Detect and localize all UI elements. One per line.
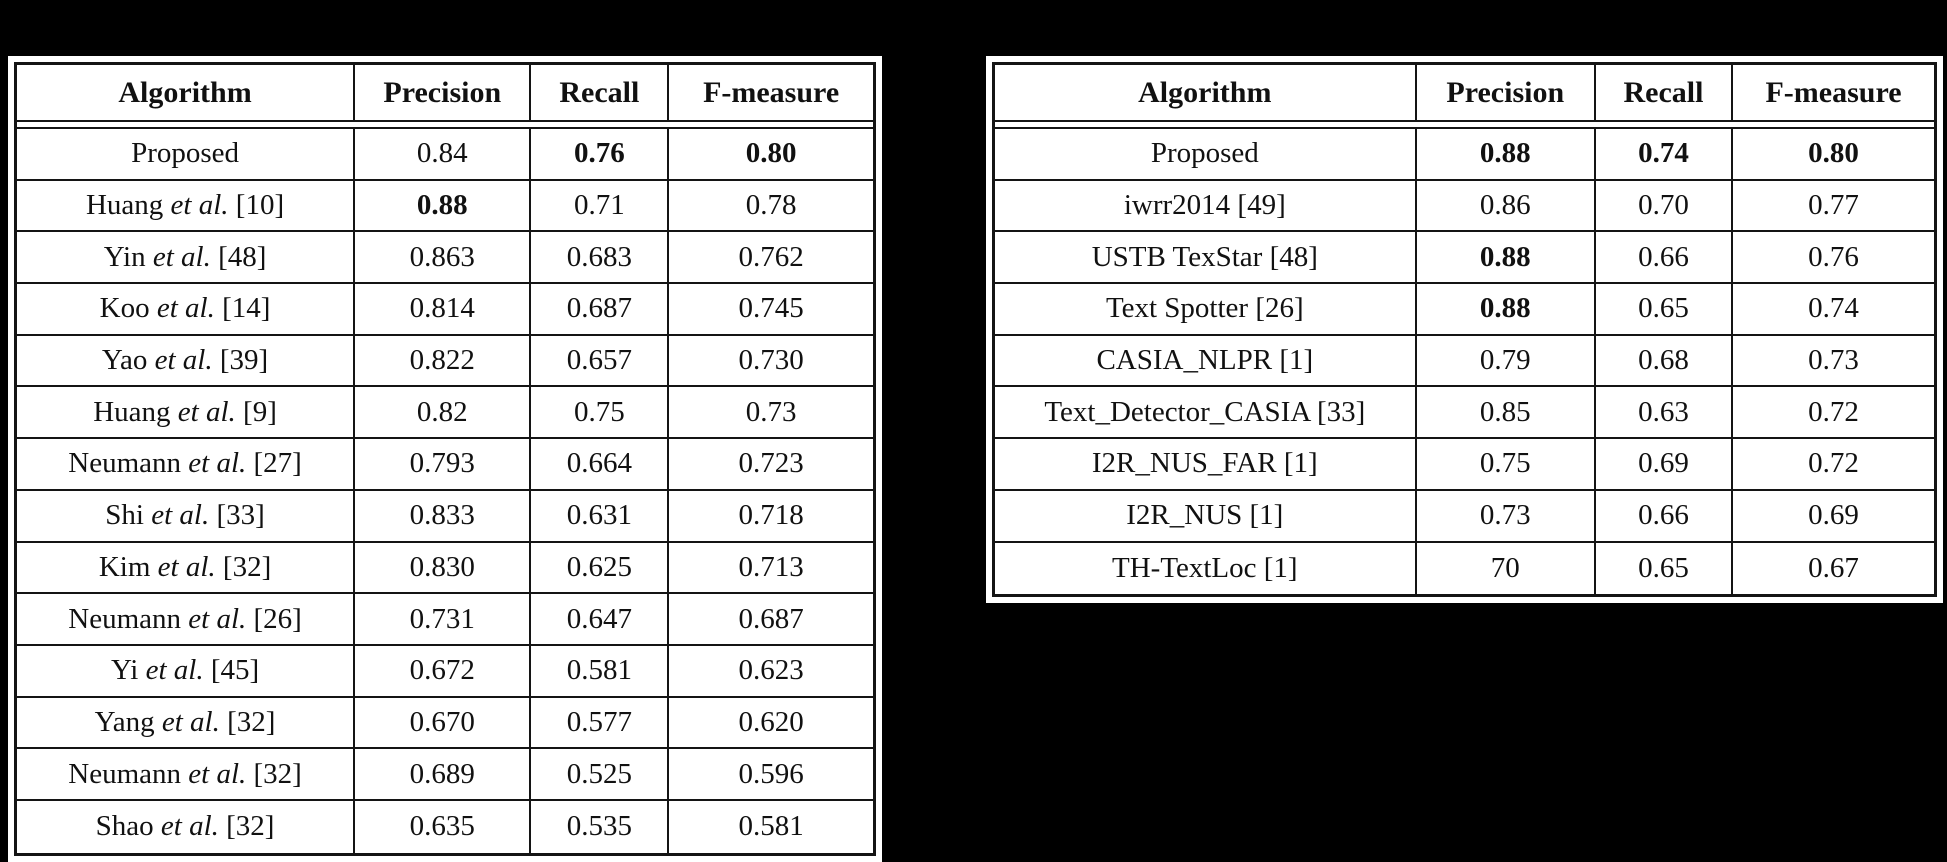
et-al-italic: et al.: [177, 395, 236, 428]
algorithm-text: [48]: [210, 240, 267, 273]
algorithm-text: [33]: [209, 499, 265, 532]
value-cell: 0.683: [531, 232, 669, 282]
algorithm-text: I2R_NUS [1]: [1126, 499, 1284, 532]
value-cell: 0.830: [355, 543, 531, 593]
et-al-italic: et al.: [188, 602, 247, 635]
algorithm-cell: [17, 336, 355, 386]
column-header: Precision: [1417, 65, 1596, 120]
table-row: [17, 543, 873, 595]
value-cell: 0.67: [1808, 551, 1859, 584]
value-cell: 0.78: [745, 189, 797, 222]
table-row: [17, 232, 873, 284]
et-al-italic: et al.: [170, 189, 229, 222]
value-cell: 0.77: [1808, 189, 1859, 222]
algorithm-cell: [995, 491, 1417, 541]
algorithm-text: Proposed: [1150, 137, 1259, 170]
et-al-italic: et al.: [188, 447, 247, 480]
column-header: Algorithm: [17, 65, 355, 120]
value-cell: 0.623: [738, 654, 804, 687]
value-cell: 0.647: [531, 594, 669, 644]
value-cell: 0.672: [355, 646, 531, 696]
value-cell: 0.687: [738, 602, 804, 635]
value-cell: 0.69: [1808, 499, 1859, 532]
algorithm-cell: [17, 698, 355, 748]
algorithm-cell: [17, 129, 355, 179]
value-cell: 70: [1417, 543, 1596, 595]
value-cell: 0.723: [738, 447, 804, 480]
table-row: [995, 181, 1934, 233]
value-cell: 0.833: [355, 491, 531, 541]
algorithm-cell: [995, 232, 1417, 282]
column-header: Recall: [531, 65, 669, 120]
algorithm-text: Text_Detector_CASIA [33]: [1044, 395, 1366, 428]
table-row: [17, 749, 873, 801]
algorithm-text: Yang: [94, 705, 162, 738]
table-row: [995, 491, 1934, 543]
value-cell: 0.687: [531, 284, 669, 334]
table-row: [995, 284, 1934, 336]
value-cell: 0.63: [1596, 387, 1733, 437]
value-cell: 0.86: [1417, 181, 1596, 231]
algorithm-text: [10]: [228, 189, 285, 222]
value-cell: 0.85: [1417, 387, 1596, 437]
algorithm-cell: [995, 439, 1417, 489]
algorithm-cell: [995, 543, 1417, 595]
algorithm-text: Text Spotter [26]: [1105, 292, 1304, 325]
algorithm-cell: [17, 387, 355, 437]
value-cell: 0.88: [1417, 232, 1596, 282]
value-cell: 0.88: [1417, 129, 1596, 179]
algorithm-text: Huang: [85, 189, 171, 222]
algorithm-text: Neumann: [68, 447, 189, 480]
algorithm-text: Shi: [105, 499, 152, 532]
et-al-italic: et al.: [145, 654, 204, 687]
et-al-italic: et al.: [161, 705, 220, 738]
value-cell: 0.84: [355, 129, 531, 179]
algorithm-cell: [17, 801, 355, 853]
algorithm-text: iwrr2014 [49]: [1123, 189, 1286, 222]
value-cell: 0.718: [738, 499, 804, 532]
algorithm-text: [39]: [212, 344, 269, 377]
value-cell: 0.72: [1808, 395, 1859, 428]
algorithm-text: [14]: [214, 292, 271, 325]
et-al-italic: et al.: [156, 292, 215, 325]
table-row: [17, 801, 873, 853]
algorithm-cell: [17, 439, 355, 489]
value-cell: 0.581: [531, 646, 669, 696]
value-cell: 0.625: [531, 543, 669, 593]
value-cell: 0.73: [1808, 344, 1859, 377]
table-row: [17, 129, 873, 181]
value-cell: 0.76: [1808, 240, 1859, 273]
algorithm-text: Neumann: [68, 757, 189, 790]
results-table-right: [992, 62, 1937, 597]
value-cell: 0.793: [355, 439, 531, 489]
value-cell: 0.70: [1596, 181, 1733, 231]
value-cell: 0.76: [531, 129, 669, 179]
value-cell: 0.66: [1596, 232, 1733, 282]
algorithm-text: Yao: [101, 344, 155, 377]
column-header: F-measure: [1765, 75, 1902, 109]
value-cell: 0.75: [1417, 439, 1596, 489]
et-al-italic: et al.: [154, 344, 213, 377]
value-cell: 0.65: [1596, 543, 1733, 595]
et-al-italic: et al.: [160, 810, 219, 843]
algorithm-text: TH-TextLoc [1]: [1112, 551, 1298, 584]
algorithm-cell: [17, 543, 355, 593]
value-cell: 0.74: [1596, 129, 1733, 179]
algorithm-cell: [995, 129, 1417, 179]
value-cell: 0.596: [738, 757, 804, 790]
value-cell: 0.69: [1596, 439, 1733, 489]
value-cell: 0.82: [355, 387, 531, 437]
value-cell: 0.731: [355, 594, 531, 644]
value-cell: 0.65: [1596, 284, 1733, 334]
algorithm-text: I2R_NUS_FAR [1]: [1091, 447, 1318, 480]
et-al-italic: et al.: [188, 757, 247, 790]
value-cell: 0.66: [1596, 491, 1733, 541]
column-header: Recall: [1596, 65, 1733, 120]
value-cell: 0.620: [738, 705, 804, 738]
table-row: [17, 594, 873, 646]
value-cell: 0.745: [738, 292, 804, 325]
algorithm-text: Proposed: [131, 137, 240, 170]
value-cell: 0.689: [355, 749, 531, 799]
value-cell: 0.657: [531, 336, 669, 386]
table-row: [995, 387, 1934, 439]
value-cell: 0.730: [738, 344, 804, 377]
algorithm-cell: [17, 491, 355, 541]
algorithm-text: Yin: [103, 240, 153, 273]
value-cell: 0.670: [355, 698, 531, 748]
algorithm-text: [9]: [235, 395, 277, 428]
table-row: [17, 698, 873, 750]
et-al-italic: et al.: [157, 550, 216, 583]
algorithm-text: [32]: [215, 550, 272, 583]
value-cell: 0.72: [1808, 447, 1859, 480]
algorithm-cell: [995, 181, 1417, 231]
algorithm-cell: [995, 336, 1417, 386]
algorithm-text: Neumann: [68, 602, 189, 635]
algorithm-text: Yi: [110, 654, 146, 687]
value-cell: 0.762: [738, 240, 804, 273]
table-row: [995, 543, 1934, 595]
algorithm-text: Huang: [93, 395, 178, 428]
results-table-card-right: [986, 56, 1943, 603]
table-row: [17, 439, 873, 491]
value-cell: 0.80: [745, 137, 797, 170]
value-cell: 0.863: [355, 232, 531, 282]
algorithm-cell: [995, 284, 1417, 334]
value-cell: 0.88: [1417, 284, 1596, 334]
value-cell: 0.635: [355, 801, 531, 853]
column-header: Precision: [355, 65, 531, 120]
value-cell: 0.581: [738, 810, 804, 843]
table-row: [17, 336, 873, 388]
algorithm-text: Koo: [99, 292, 157, 325]
value-cell: 0.73: [1417, 491, 1596, 541]
algorithm-text: [45]: [203, 654, 260, 687]
table-body: [995, 127, 1934, 594]
value-cell: 0.71: [531, 181, 669, 231]
value-cell: 0.822: [355, 336, 531, 386]
value-cell: 0.74: [1808, 292, 1859, 325]
table-row: [995, 336, 1934, 388]
algorithm-cell: [17, 749, 355, 799]
algorithm-cell: [17, 284, 355, 334]
algorithm-text: [32]: [246, 757, 302, 790]
table-row: [995, 232, 1934, 284]
table-row: [995, 129, 1934, 181]
algorithm-cell: [17, 646, 355, 696]
value-cell: 0.68: [1596, 336, 1733, 386]
algorithm-text: Kim: [98, 550, 158, 583]
et-al-italic: et al.: [152, 240, 211, 273]
table-row: [17, 387, 873, 439]
value-cell: 0.631: [531, 491, 669, 541]
algorithm-cell: [995, 387, 1417, 437]
value-cell: 0.88: [355, 181, 531, 231]
value-cell: 0.79: [1417, 336, 1596, 386]
value-cell: 0.525: [531, 749, 669, 799]
table-row: [17, 491, 873, 543]
value-cell: 0.814: [355, 284, 531, 334]
algorithm-text: [27]: [246, 447, 302, 480]
column-header: F-measure: [703, 75, 840, 109]
algorithm-cell: [17, 594, 355, 644]
results-table-left: [14, 62, 876, 856]
value-cell: 0.713: [738, 550, 804, 583]
value-cell: 0.73: [745, 395, 797, 428]
et-al-italic: et al.: [151, 499, 210, 532]
value-cell: 0.535: [531, 801, 669, 853]
table-row: [17, 646, 873, 698]
value-cell: 0.664: [531, 439, 669, 489]
algorithm-text: [26]: [246, 602, 302, 635]
table-row: [17, 284, 873, 336]
column-header: Algorithm: [995, 65, 1417, 120]
algorithm-text: USTB TexStar [48]: [1091, 240, 1318, 273]
algorithm-text: [32]: [219, 705, 276, 738]
value-cell: 0.577: [531, 698, 669, 748]
table-body: [17, 127, 873, 853]
table-header-row: [17, 65, 873, 122]
value-cell: 0.80: [1808, 137, 1859, 170]
algorithm-cell: [17, 181, 355, 231]
value-cell: 0.75: [531, 387, 669, 437]
algorithm-text: Shao: [95, 810, 161, 843]
table-row: [995, 439, 1934, 491]
algorithm-cell: [17, 232, 355, 282]
algorithm-text: [32]: [218, 810, 275, 843]
table-row: [17, 181, 873, 233]
algorithm-text: CASIA_NLPR [1]: [1096, 344, 1314, 377]
results-table-card-left: [8, 56, 882, 862]
table-header-row: [995, 65, 1934, 122]
